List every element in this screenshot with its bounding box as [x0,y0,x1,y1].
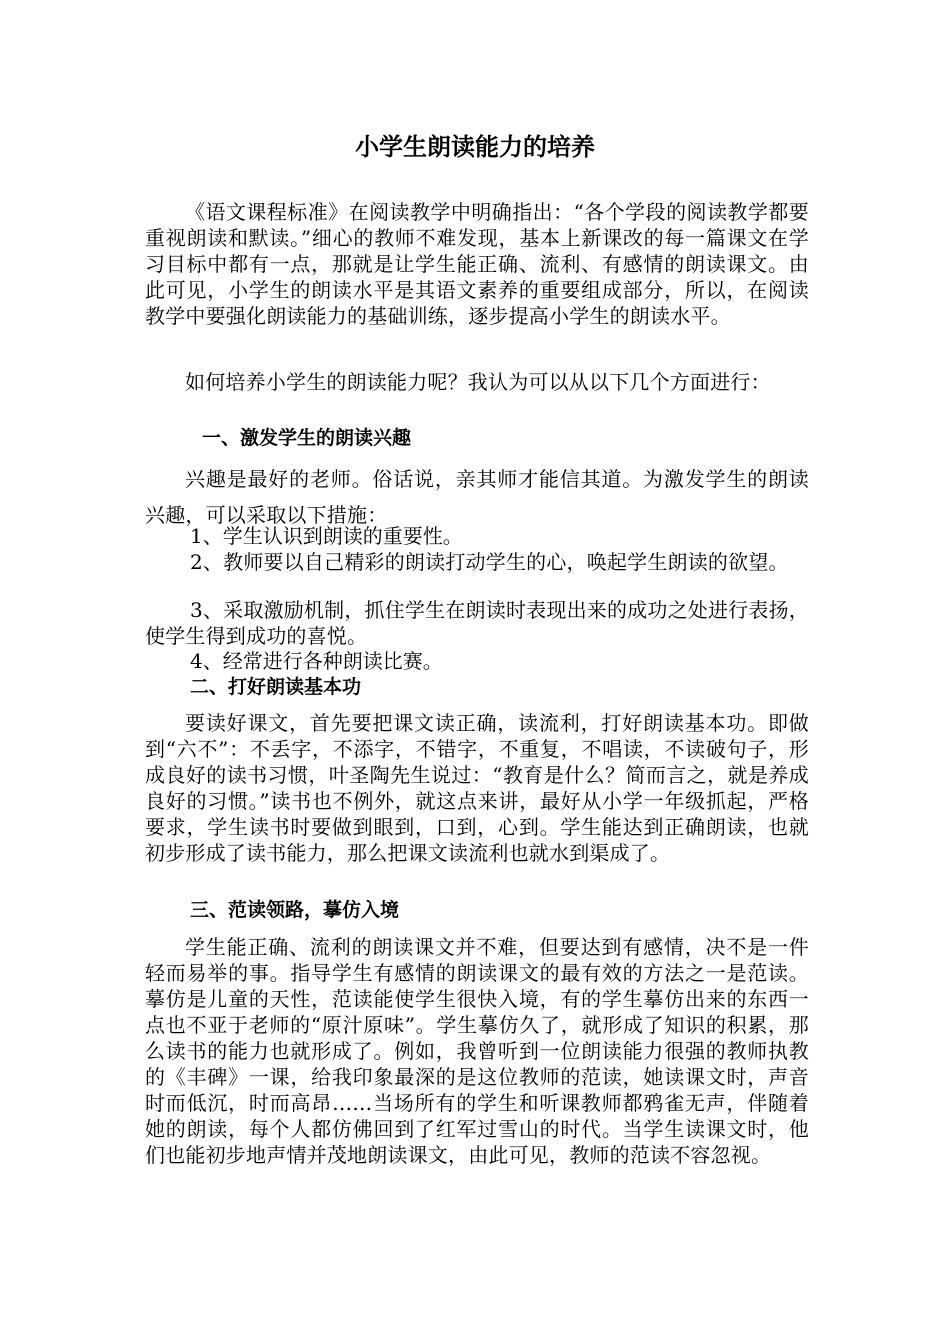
section-1-item-2: 2、教师要以自己精彩的朗读打动学生的心，唤起学生朗读的欲望。 [190,550,789,574]
section-2-heading: 二、打好朗读基本功 [190,676,362,698]
section-1-item-3: 3、采取激励机制，抓住学生在朗读时表现出来的成功之处进行表扬，使学生得到成功的喜悦。 [145,598,809,648]
intro-paragraph: 《语文课程标准》在阅读教学中明确指出：“各个学段的阅读教学都要重视朗读和默读。”细心的教师不难发现，基本上新课改的每一篇课文在学习目标中都有一点，那就是让学生能正确、流利、有感情的朗读课文。由此可见，小学生的朗读水平是其语文素养的重要组成部分，所以，在阅读教学中要强化朗读能力的基础训练，逐步提高小学生的朗读水平。 [145,200,809,328]
question-paragraph: 如何培养小学生的朗读能力呢？我认为可以从以下几个方面进行： [185,370,771,394]
section-1-item-4: 4、经常进行各种朗读比赛。 [190,649,443,673]
section-3-paragraph: 学生能正确、流利的朗读课文并不难，但要达到有感情，决不是一件轻而易举的事。指导学生有感情的朗读课文的最有效的方法之一是范读。摹仿是儿童的天性，范读能使学生很快入境，有的学生摹仿出来的东西一点也不亚于老师的“原汁原味”。学生摹仿久了，就形成了知识的积累，那么读书的能力也就形成了。例如，我曾听到一位朗读能力很强的教师执教的《丰碑》一课，给我印象最深的是这位教师的范读，她读课文时，声音时而低沉，时而高昂……当场所有的学生和听课教师都鸦雀无声，伴随着她的朗读，每个人都仿佛回到了红军过雪山的时代。当学生读课文时，他们也能初步地声情并茂地朗读课文，由此可见，教师的范读不容忽视。 [145,935,809,1167]
section-1-heading: 一、激发学生的朗读兴趣 [202,427,412,449]
section-2-paragraph: 要读好课文，首先要把课文读正确，读流利，打好朗读基本功。即做到“六不”：不丢字，不添字，不错字，不重复，不唱读，不读破句子，形成良好的读书习惯，叶圣陶先生说过：“教育是什么？简而言之，就是养成良好的习惯。”读书也不例外，就这点来讲，最好从小学一年级抓起，严格要求，学生读书时要做到眼到，口到，心到。学生能达到正确朗读，也就初步形成了读书能力，那么把课文读流利也就水到渠成了。 [145,711,809,865]
document-title: 小学生朗读能力的培养 [355,133,595,161]
section-1-item-1: 1、学生认识到朗读的重要性。 [190,524,463,548]
section-3-heading: 三、范读领路，摹仿入境 [190,899,400,921]
section-1-paragraph: 兴趣是最好的老师。俗话说，亲其师才能信其道。为激发学生的朗读兴趣，可以采取以下措施： [145,467,809,527]
